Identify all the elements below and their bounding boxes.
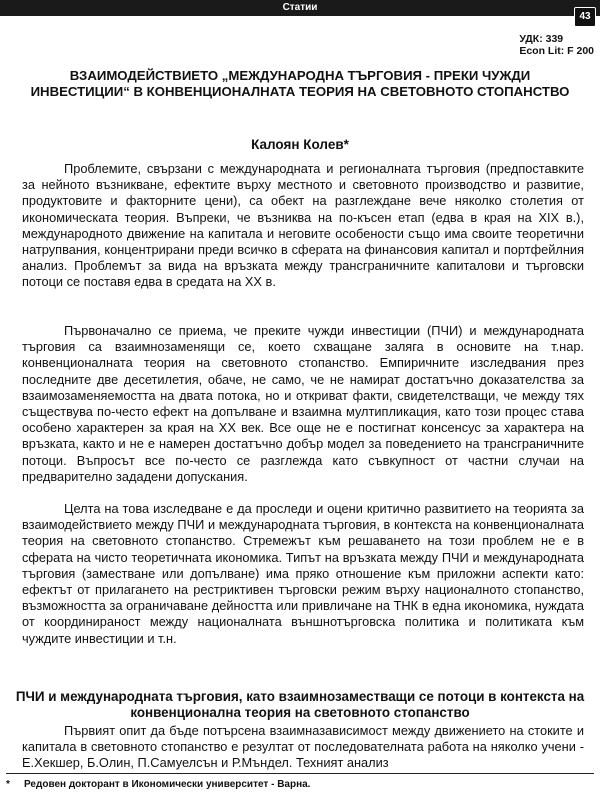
footnote-text: Редовен докторант в Икономически университет - Варна. [24,779,311,790]
article-author: Калоян Колев* [251,137,349,152]
page-number: 43 [574,7,596,27]
body-paragraph-2 [22,323,584,485]
body-paragraph-3 [22,501,584,647]
footnote-mark: * [6,779,10,790]
section-paragraph [22,723,584,772]
paragraph-text: Първоначално се приема, че преките чужди инвестиции (ПЧИ) и международната търговия са взаимнозаменящи се, което схващане заляга в основите на т.нар. конвенционалната теория на световното стопанство. Емпиричните изследвания през последните две десетилетия, обаче, не само, че не намират достатъчно доказателства за взаимозаменяемостта на двата потока, но и откриват факти, свидетелстващи, че между тях съществува по-често ефект на допълване и взаимна мултипликация, като този процес става особено характерен за края на XX век. Все още не е постигнат консенсус за характера на връзката, както и не е намерен достатъчно добър модел за поведението на трансграничните потоци. Въпросът все по-често се разглежда като съвкупност от частни случаи на предварително зададени допускания. [22,323,584,484]
footnote [6,779,310,790]
running-header [0,0,600,16]
paragraph-text: Проблемите, свързани с международната и регионалната търговия (предпоставките за нейното възникване, ефектите върху местното и световното производство и развитие, продуктовите и факторните цени), са обект на разглеждане вече няколко столетия от икономическата теория. Въпреки, че възниква на по-късен етап (едва в края на XIX в.), международното движение на капитала и неговите особености също има своите теоретични натрупвания, концентрирани преди всичко в сферата на финансовия капитал и портфейлния анализ. Проблемът за вида на връзката между трансграничните капиталови и търговски потоци се поставя едва в средата на XX в. [22,161,584,290]
section-heading: ПЧИ и международната търговия, като взаимнозаместващи се потоци в контекста на конвенционална теория на световното стопанство [15,689,585,720]
paragraph-text: Първият опит да бъде потърсена взаимназависимост между движението на стоките и капитала в световното стопанство е резултат от последователната работа на няколко учени - Е.Хекшер, Б.Олин, П.Самуелсън и Р.Мъндел. Техният анализ [22,723,584,771]
body-paragraph-1 [22,161,584,291]
econlit-code: Econ Lit: F 200 [519,45,594,57]
footnote-divider [6,773,594,774]
classification-codes [519,33,594,57]
section-label: Статии [282,2,318,13]
paragraph-text: Целта на това изследване е да проследи и оцени критично развитието на теорията за взаимодействието между ПЧИ и международната търговия, в контекста на конвенционалната теория на световното стопанство. Стремежът към решаването на този проблем не е в сферата на чисто теоретичната икономика. Типът на връзката между ПЧИ и международната търговия (заместване или допълване) има пряко отношение към приложни аспекти като: ефектът от прилагането на рестриктивен търговски режим върху националното стопанство, възможността за ограничаване дейността или привличане на ТНК в една икономика, нуждата от координираност между националната външнотърговска политика и политиката към чуждите инвестиции и т.н. [22,501,584,646]
udk-code: УДК: 339 [519,33,564,45]
article-title: ВЗАИМОДЕЙСТВИЕТО „МЕЖДУНАРОДНА ТЪРГОВИЯ - ПРЕКИ ЧУЖДИ ИНВЕСТИЦИИ“ В КОНВЕНЦИОНАЛНАТА ТЕОРИЯ НА СВЕТОВНОТО СТОПАНСТВО [30,68,570,99]
